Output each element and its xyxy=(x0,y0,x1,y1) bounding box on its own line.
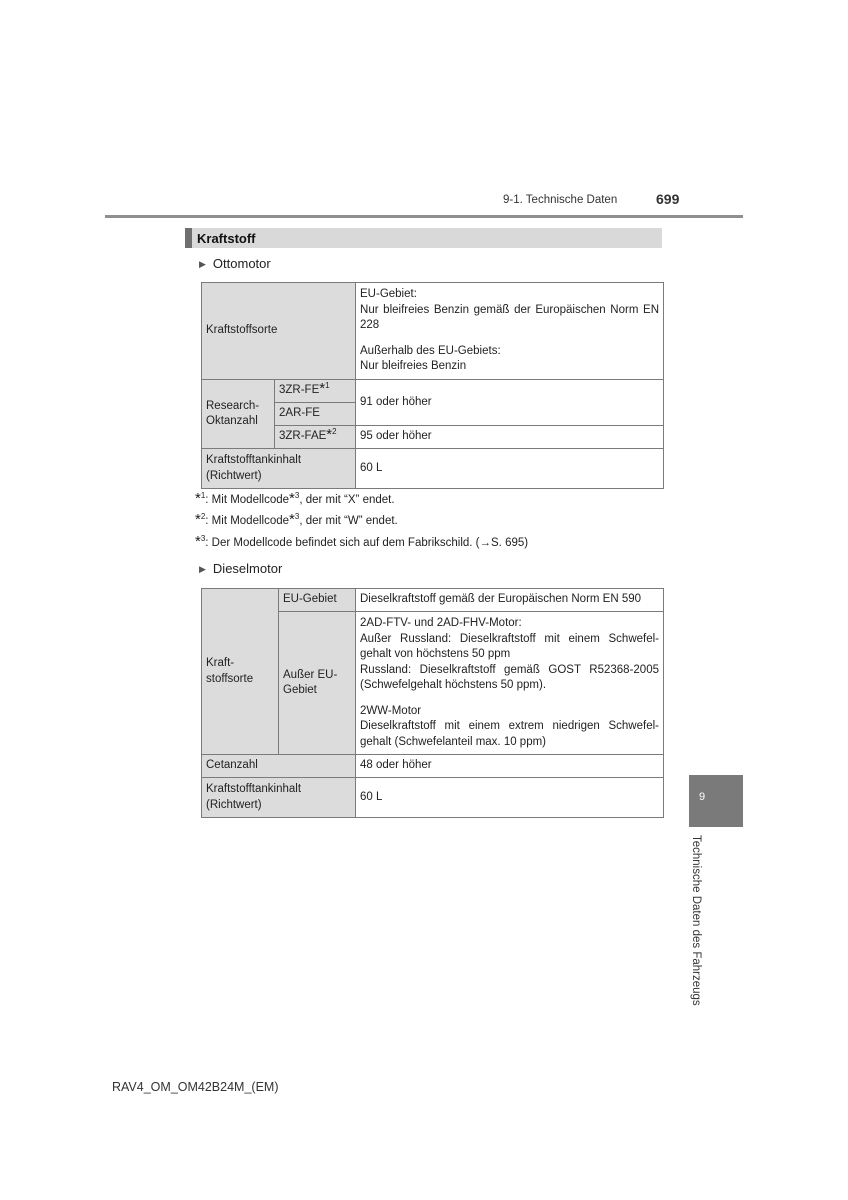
footnote-ref: 2 xyxy=(332,427,337,437)
petrol-fuel-table xyxy=(201,282,664,489)
diesel-fuel-table xyxy=(201,588,664,818)
table-row xyxy=(202,755,664,778)
tank-capacity-label: Kraftstofftankinhalt (Richtwert) xyxy=(202,449,356,489)
diesel-subheading-text: Dieselmotor xyxy=(212,561,283,576)
table-row xyxy=(202,283,664,380)
document-code: RAV4_OM_OM42B24M_(EM) xyxy=(112,1080,279,1094)
footnote-star: * xyxy=(195,490,201,507)
footnote-ref: 1 xyxy=(325,381,330,391)
tank-capacity-value: 60 L xyxy=(356,449,664,489)
footnote-text: , der mit “X” endet. xyxy=(299,494,395,506)
chapter-tab-title: Technische Daten des Fahrzeugs xyxy=(690,835,702,1006)
fuel-spec-text: Dieselkraftstoff mit einem extrem niedrigen Schwefel-gehalt (Schwefelanteil max. 10 ppm) xyxy=(360,720,659,748)
octane-value: 91 oder höher xyxy=(356,380,664,426)
eu-region-label: EU-Gebiet xyxy=(279,589,356,612)
eu-region-value: Dieselkraftstoff gemäß der Europäischen Norm EN 590 xyxy=(356,589,664,612)
footnote-text: : Mit Modellcode xyxy=(205,494,290,506)
table-row xyxy=(202,778,664,818)
table-row xyxy=(202,380,664,403)
footnote-star: * xyxy=(326,426,333,444)
triangle-bullet-icon: ▶ xyxy=(199,564,206,574)
cetane-label: Cetanzahl xyxy=(202,755,356,778)
footnote-number: 3 xyxy=(200,534,206,544)
fuel-type-value xyxy=(356,283,664,380)
section-heading xyxy=(185,228,662,248)
fuel-spec-text: Außer Russland: Dieselkraftstoff mit einem Schwefel-gehalt von höchstens 50 ppm xyxy=(360,632,659,660)
diesel-fuel-type-label: Kraft-stoffsorte xyxy=(202,589,279,755)
footnote-star: * xyxy=(319,380,326,398)
footnote-ref: 3 xyxy=(294,512,300,522)
running-header-section: 9-1. Technische Daten xyxy=(503,194,618,206)
footnote-1 xyxy=(195,490,395,507)
footnote-text: : Mit Modellcode xyxy=(205,515,290,527)
non-eu-region-value xyxy=(356,612,664,755)
table-row xyxy=(202,449,664,489)
octane-value: 95 oder höher xyxy=(356,426,664,449)
footnote-star: * xyxy=(195,533,201,550)
petrol-subheading-text: Ottomotor xyxy=(212,256,271,271)
engine-name: 3ZR-FAE xyxy=(279,430,327,443)
footnote-star: * xyxy=(289,490,295,507)
fuel-spec-text: Russland: Dieselkraftstoff gemäß GOST R52368-2005 (Schwefelgehalt höchstens 50 ppm). xyxy=(360,663,659,691)
section-title: Kraftstoff xyxy=(197,231,256,246)
non-eu-region-label: Außer EU-Gebiet xyxy=(279,612,356,755)
engine-cell xyxy=(275,380,356,403)
engine-group-heading: 2WW-Motor xyxy=(360,704,422,717)
engine-name: 3ZR-FE xyxy=(279,384,320,397)
footnote-2 xyxy=(195,511,398,528)
fuel-eu-heading: EU-Gebiet: xyxy=(360,288,417,301)
engine-group-heading: 2AD-FTV- und 2AD-FHV-Motor: xyxy=(360,617,522,629)
chapter-tab[interactable] xyxy=(689,775,743,827)
chapter-number: 9 xyxy=(699,791,706,803)
fuel-eu-text: Nur bleifreies Benzin gemäß der Europäischen Norm EN 228 xyxy=(360,303,660,332)
diesel-tank-capacity-label: Kraftstofftankinhalt (Richtwert) xyxy=(202,778,356,818)
header-divider xyxy=(105,215,743,218)
cetane-value: 48 oder höher xyxy=(356,755,664,778)
fuel-type-label: Kraftstoffsorte xyxy=(202,283,356,380)
table-row xyxy=(202,589,664,612)
footnote-ref: 3 xyxy=(294,491,300,501)
footnote-text: , der mit “W” endet. xyxy=(299,515,398,527)
footnote-number: 1 xyxy=(200,491,206,501)
diesel-tank-capacity-value: 60 L xyxy=(356,778,664,818)
octane-label: Research-Oktanzahl xyxy=(202,380,275,449)
footnote-number: 2 xyxy=(200,512,206,522)
footnote-text[interactable]: : Der Modellcode befindet sich auf dem Fabrikschild. (→S. 695) xyxy=(205,537,529,549)
diesel-subheading xyxy=(199,561,282,576)
triangle-bullet-icon: ▶ xyxy=(199,259,206,269)
section-heading-marker xyxy=(185,228,192,248)
engine-cell xyxy=(275,426,356,449)
page-number: 699 xyxy=(656,191,680,207)
footnote-star: * xyxy=(195,511,201,528)
footnote-star: * xyxy=(289,511,295,528)
petrol-subheading xyxy=(199,256,271,271)
fuel-non-eu-text: Nur bleifreies Benzin xyxy=(360,360,467,373)
footnote-3 xyxy=(195,533,529,550)
engine-cell xyxy=(275,403,356,426)
fuel-non-eu-heading: Außerhalb des EU-Gebiets: xyxy=(360,344,501,357)
engine-name: 2AR-FE xyxy=(279,407,320,420)
